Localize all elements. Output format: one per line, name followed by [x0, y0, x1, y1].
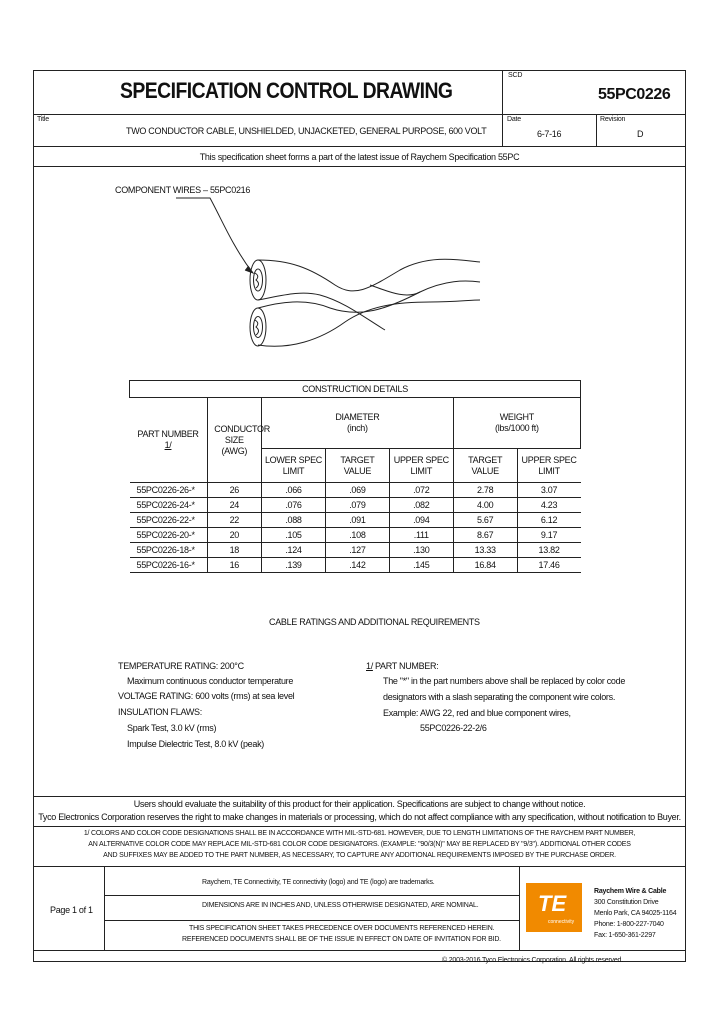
address-line1: 300 Constitution Drive: [594, 899, 659, 906]
weight-upper-header: UPPER SPEC LIMIT: [517, 449, 580, 483]
weight-header: WEIGHT (lbs/1000 ft): [453, 398, 580, 449]
table-cell-d-tgt: .108: [325, 528, 389, 543]
table-cell-d-low: .088: [262, 513, 326, 528]
construction-title: CONSTRUCTION DETAILS: [130, 381, 581, 398]
table-cell-awg: 18: [207, 543, 262, 558]
example-label: Example:: [383, 708, 419, 718]
table-cell-awg: 22: [207, 513, 262, 528]
document-title: SPECIFICATION CONTROL DRAWING: [120, 78, 453, 103]
lower-wire-end: [250, 308, 266, 346]
date-value: 6-7-16: [537, 129, 562, 139]
table-cell-d-up: .111: [389, 528, 453, 543]
divider: [104, 895, 519, 896]
part-number-note-line2: designators with a slash separating the component wire colors.: [383, 692, 616, 702]
te-logo-text: TE: [538, 891, 567, 916]
table-cell-d-up: .094: [389, 513, 453, 528]
precedence-line2: REFERENCED DOCUMENTS SHALL BE OF THE ISSUE IN EFFECT ON DATE OF INVITATION FOR BID.: [182, 936, 501, 943]
table-cell-awg: 16: [207, 558, 262, 573]
spark-test: Spark Test, 3.0 kV (rms): [127, 723, 217, 733]
divider: [519, 866, 520, 950]
table-cell-d-low: .124: [262, 543, 326, 558]
table-cell-part: 55PC0226-22-*: [130, 513, 208, 528]
table-cell-d-tgt: .127: [325, 543, 389, 558]
divider: [33, 146, 686, 147]
lower-wire-top: [258, 281, 480, 312]
table-cell-w-up: 6.12: [517, 513, 580, 528]
part-number-note-title: PART NUMBER:: [375, 661, 439, 671]
twist-line: [370, 285, 420, 295]
lower-wire-bottom: [258, 300, 480, 346]
upper-wire-bottom: [258, 293, 320, 300]
divider: [502, 114, 503, 146]
table-cell-d-up: .082: [389, 498, 453, 513]
table-cell-w-tgt: 8.67: [453, 528, 517, 543]
scd-label: SCD: [508, 72, 523, 79]
colors-note-line2: AN ALTERNATIVE COLOR CODE MAY REPLACE MIL-STD-681 COLOR CODE DESIGNATORS. (EXAMPLE: "90/3(N)" MAY BE REPLACED BY "9/3"). ADDITIONAL OTHER CODES: [88, 841, 631, 848]
table-cell-w-up: 17.46: [517, 558, 580, 573]
impulse-test: Impulse Dielectric Test, 8.0 kV (peak): [127, 739, 264, 749]
te-logo-subtext: connectivity: [548, 919, 575, 925]
address-line2: Menlo Park, CA 94025-1164: [594, 910, 677, 917]
table-cell-w-tgt: 13.33: [453, 543, 517, 558]
subtitle: This specification sheet forms a part of the latest issue of Raychem Specification 55PC: [199, 152, 520, 162]
table-cell-d-tgt: .079: [325, 498, 389, 513]
lower-wire-core: [254, 317, 263, 338]
tyco-note: Tyco Electronics Corporation reserves the right to make changes in materials or processing, which do not affect compliance with any specification, without notification to Buyer.: [38, 812, 681, 822]
colors-note-line3: AND SUFFIXES MAY BE ADDED TO THE PART NUMBER, AS NECESSARY, TO CAPTURE ANY ADDITIONAL REQUIREMENTS IMPOSED BY THE PURCHASE ORDER.: [103, 852, 616, 859]
table-cell-d-low: .076: [262, 498, 326, 513]
table-cell-part: 55PC0226-18-*: [130, 543, 208, 558]
users-note: Users should evaluate the suitability of this product for their application. Specifications are subject to change without notice.: [133, 799, 586, 809]
table-cell-awg: 24: [207, 498, 262, 513]
divider: [33, 796, 686, 797]
table-cell-d-low: .066: [262, 483, 326, 498]
company-name: Raychem Wire & Cable: [594, 888, 667, 895]
temperature-rating: TEMPERATURE RATING: 200°C: [118, 661, 244, 671]
table-cell-part: 55PC0226-16-*: [130, 558, 208, 573]
diameter-target-header: TARGET VALUE: [325, 449, 389, 483]
example-line1: AWG 22, red and blue component wires,: [420, 708, 571, 718]
colors-note-line1: 1/ COLORS AND COLOR CODE DESIGNATIONS SHALL BE IN ACCORDANCE WITH MIL-STD-681. HOWEVER, DUE TO LENGTH LIMITATIONS OF THE RAYCHEM PART NUMBER,: [83, 830, 636, 837]
insulation-flaws: INSULATION FLAWS:: [118, 707, 202, 717]
table-cell-d-tgt: .069: [325, 483, 389, 498]
title-label: Title: [37, 116, 49, 123]
dimensions-note: DIMENSIONS ARE IN INCHES AND, UNLESS OTHERWISE DESIGNATED, ARE NOMINAL.: [202, 902, 479, 909]
table-row: [130, 528, 581, 543]
diameter-header: DIAMETER (inch): [262, 398, 454, 449]
divider: [33, 114, 686, 115]
table-cell-w-tgt: 4.00: [453, 498, 517, 513]
table-row: [130, 513, 581, 528]
diameter-lower-header: LOWER SPEC LIMIT: [262, 449, 326, 483]
divider: [502, 70, 503, 114]
table-cell-w-up: 13.82: [517, 543, 580, 558]
divider: [33, 166, 686, 167]
lower-strands: [255, 320, 259, 335]
leader-line: [176, 198, 252, 272]
phone: Phone: 1-800-227-7040: [594, 921, 664, 928]
scd-number: 55PC0226: [598, 86, 671, 103]
page-number: Page 1 of 1: [50, 905, 93, 915]
table-cell-w-up: 9.17: [517, 528, 580, 543]
divider: [33, 866, 686, 867]
conductor-size-header: CONDUCTOR SIZE (AWG): [207, 398, 262, 483]
upper-wire-end: [250, 260, 266, 300]
table-row: [130, 498, 581, 513]
divider: [596, 114, 597, 146]
upper-wire-core: [254, 269, 263, 291]
te-logo: [526, 883, 582, 932]
voltage-rating: VOLTAGE RATING: 600 volts (rms) at sea level: [118, 691, 295, 701]
upper-wire-top: [258, 259, 480, 291]
table-cell-part: 55PC0226-26-*: [130, 483, 208, 498]
table-cell-awg: 26: [207, 483, 262, 498]
table-row: [130, 558, 581, 573]
diameter-upper-header: UPPER SPEC LIMIT: [389, 449, 453, 483]
table-row: [130, 483, 581, 498]
component-wires-callout: COMPONENT WIRES – 55PC0216: [115, 185, 251, 195]
table-cell-w-tgt: 2.78: [453, 483, 517, 498]
upper-strands: [255, 273, 259, 288]
weight-target-header: TARGET VALUE: [453, 449, 517, 483]
table-cell-part: 55PC0226-24-*: [130, 498, 208, 513]
table-cell-d-tgt: .091: [325, 513, 389, 528]
table-cell-w-up: 4.23: [517, 498, 580, 513]
cable-illustration: [170, 190, 490, 360]
ratings-title: CABLE RATINGS AND ADDITIONAL REQUIREMENTS: [269, 617, 480, 627]
temperature-detail: Maximum continuous conductor temperature: [127, 676, 294, 686]
table-cell-d-up: .072: [389, 483, 453, 498]
table-cell-d-low: .139: [262, 558, 326, 573]
part-number-header: PART NUMBER 1/: [130, 398, 208, 483]
divider: [33, 950, 686, 951]
title-value: TWO CONDUCTOR CABLE, UNSHIELDED, UNJACKETED, GENERAL PURPOSE, 600 VOLT: [126, 126, 487, 136]
table-cell-d-low: .105: [262, 528, 326, 543]
table-cell-part: 55PC0226-20-*: [130, 528, 208, 543]
divider: [33, 826, 686, 827]
revision-value: D: [637, 129, 644, 139]
precedence-line1: THIS SPECIFICATION SHEET TAKES PRECEDENCE OVER DOCUMENTS REFERENCED HEREIN.: [189, 925, 495, 932]
construction-table: [129, 380, 581, 573]
table-cell-d-tgt: .142: [325, 558, 389, 573]
date-label: Date: [507, 116, 521, 123]
divider: [104, 866, 105, 950]
table-cell-d-up: .145: [389, 558, 453, 573]
copyright: © 2003-2016 Tyco Electronics Corporation. All rights reserved.: [442, 957, 623, 964]
table-cell-awg: 20: [207, 528, 262, 543]
fax: Fax: 1-650-361-2297: [594, 932, 656, 939]
part-number-note-line1: The "*" in the part numbers above shall be replaced by color code: [383, 676, 626, 686]
trademarks: Raychem, TE Connectivity, TE connectivity (logo) and TE (logo) are trademarks.: [202, 879, 435, 886]
table-cell-d-up: .130: [389, 543, 453, 558]
divider: [104, 920, 519, 921]
table-cell-w-tgt: 16.84: [453, 558, 517, 573]
table-cell-w-tgt: 5.67: [453, 513, 517, 528]
table-cell-w-up: 3.07: [517, 483, 580, 498]
table-row: [130, 543, 581, 558]
revision-label: Revision: [600, 116, 626, 123]
part-number-note-mark: 1/: [366, 661, 373, 671]
example-line2: 55PC0226-22-2/6: [420, 723, 487, 733]
